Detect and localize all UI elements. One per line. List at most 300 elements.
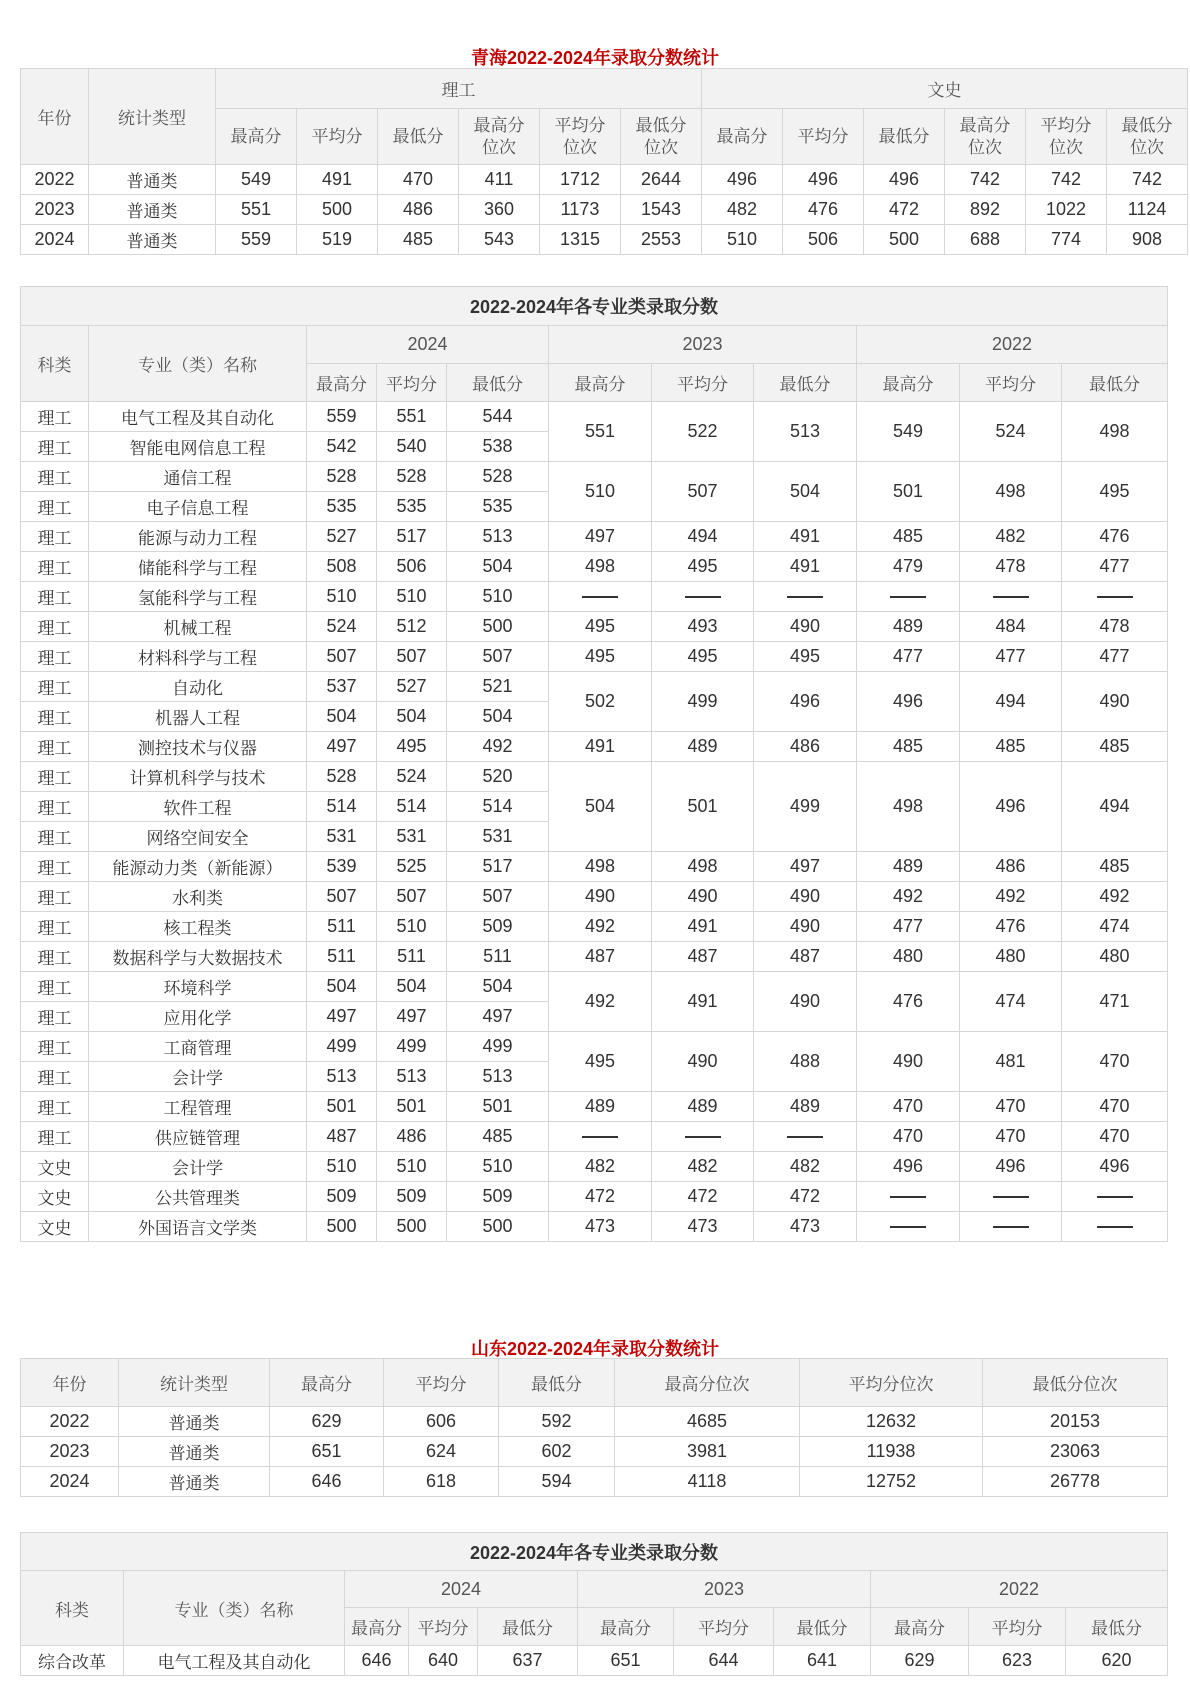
score-cell: 688 (945, 225, 1026, 255)
major-name-cell: 电子信息工程 (89, 492, 307, 522)
score-cell: 510 (702, 225, 783, 255)
score-2024-cell: 507 (447, 642, 549, 672)
score-2024-cell: 544 (447, 402, 549, 432)
sub-header: 最低分 (478, 1608, 578, 1646)
score-2024-cell: 487 (307, 1122, 377, 1152)
score-cell: 640 (409, 1646, 478, 1676)
column-header: 统计类型 (119, 1359, 270, 1407)
score-2022-cell: 470 (960, 1092, 1062, 1122)
sub-header: 平均分 (652, 364, 754, 402)
score-2023-cell: 491 (754, 522, 857, 552)
score-2023-cell: 490 (549, 882, 652, 912)
score-2022-cell: 478 (1062, 612, 1168, 642)
no-data-dash (582, 1136, 618, 1138)
score-cell: 1543 (621, 195, 702, 225)
score-2022-cell: 470 (960, 1122, 1062, 1152)
no-data-dash (1097, 596, 1133, 598)
score-cell: 491 (297, 165, 378, 195)
score-2024-cell: 512 (377, 612, 447, 642)
subject-cell: 理工 (21, 762, 89, 792)
major-name-cell: 应用化学 (89, 1002, 307, 1032)
sub-header: 最低分 (447, 364, 549, 402)
score-cell: 11938 (800, 1437, 983, 1467)
col-year-header: 年份 (21, 69, 89, 165)
score-2022-cell: 470 (857, 1122, 960, 1152)
subject-cell: 理工 (21, 672, 89, 702)
sub-header: 最高分 (549, 364, 652, 402)
score-2024-cell: 501 (307, 1092, 377, 1122)
table-row (21, 1182, 1168, 1212)
major-name-cell: 网络空间安全 (89, 822, 307, 852)
score-cell: 2553 (621, 225, 702, 255)
score-2023-cell: 499 (754, 762, 857, 852)
score-2022-cell: 477 (857, 912, 960, 942)
major-name-cell: 电气工程及其自动化 (124, 1646, 345, 1676)
score-cell: 908 (1107, 225, 1188, 255)
subject-cell: 理工 (21, 432, 89, 462)
sub-header: 最低分 (1066, 1608, 1168, 1646)
score-2023-cell: 487 (652, 942, 754, 972)
score-2024-cell: 528 (307, 462, 377, 492)
major-name-cell: 机器人工程 (89, 702, 307, 732)
score-cell: 496 (702, 165, 783, 195)
subject-cell: 理工 (21, 822, 89, 852)
score-2024-cell: 513 (307, 1062, 377, 1092)
score-2022-cell: 494 (1062, 762, 1168, 852)
year-cell: 2024 (21, 1467, 119, 1497)
no-data-dash (685, 596, 721, 598)
table-row (21, 612, 1168, 642)
score-cell: 506 (783, 225, 864, 255)
score-2023-cell (549, 582, 652, 612)
subject-cell: 理工 (21, 552, 89, 582)
score-2022-cell: 474 (1062, 912, 1168, 942)
score-2022-cell: 476 (960, 912, 1062, 942)
score-cell: 496 (783, 165, 864, 195)
no-data-dash (890, 1196, 926, 1198)
major-name-cell: 机械工程 (89, 612, 307, 642)
sub-header: 平均分位次 (540, 109, 621, 165)
score-2023-cell (549, 1122, 652, 1152)
year-cell: 2023 (21, 195, 89, 225)
subject-cell: 文史 (21, 1152, 89, 1182)
table-row (21, 1152, 1168, 1182)
score-2022-cell: 470 (1062, 1092, 1168, 1122)
score-cell: 624 (384, 1437, 499, 1467)
score-2022-cell: 524 (960, 402, 1062, 462)
group-arts-header: 文史 (702, 69, 1188, 109)
sub-header: 最低分 (774, 1608, 871, 1646)
score-2022-cell: 480 (1062, 942, 1168, 972)
score-cell: 12632 (800, 1407, 983, 1437)
score-cell: 23063 (983, 1437, 1168, 1467)
subject-cell: 理工 (21, 702, 89, 732)
subject-cell: 理工 (21, 522, 89, 552)
score-2024-cell: 513 (447, 522, 549, 552)
score-2022-cell: 477 (1062, 552, 1168, 582)
subject-cell: 理工 (21, 492, 89, 522)
score-cell: 602 (499, 1437, 615, 1467)
sub-header: 最高分 (702, 109, 783, 165)
major-name-cell: 环境科学 (89, 972, 307, 1002)
score-2022-cell: 489 (857, 612, 960, 642)
major-name-cell: 水利类 (89, 882, 307, 912)
score-2024-cell: 511 (377, 942, 447, 972)
score-2024-cell: 542 (307, 432, 377, 462)
score-2024-cell: 531 (307, 822, 377, 852)
sub-header: 最高分 (307, 364, 377, 402)
score-2023-cell: 490 (754, 882, 857, 912)
score-2022-cell: 496 (1062, 1152, 1168, 1182)
major-name-cell: 供应链管理 (89, 1122, 307, 1152)
table-row (21, 1122, 1168, 1152)
major-name-cell: 电气工程及其自动化 (89, 402, 307, 432)
score-2023-cell: 551 (549, 402, 652, 462)
score-2022-cell: 485 (857, 732, 960, 762)
score-2022-cell: 476 (1062, 522, 1168, 552)
score-2024-cell: 559 (307, 402, 377, 432)
subject-cell: 理工 (21, 582, 89, 612)
score-2024-cell: 504 (377, 972, 447, 1002)
score-2023-cell (652, 1122, 754, 1152)
major-name-cell: 能源与动力工程 (89, 522, 307, 552)
score-2022-cell: 470 (857, 1092, 960, 1122)
type-cell: 普通类 (89, 225, 216, 255)
score-cell: 620 (1066, 1646, 1168, 1676)
year-cell: 2024 (21, 225, 89, 255)
score-2022-cell (857, 1182, 960, 1212)
score-2022-cell: 485 (1062, 852, 1168, 882)
score-2024-cell: 486 (377, 1122, 447, 1152)
score-2022-cell (1062, 1212, 1168, 1242)
score-2024-cell: 509 (447, 1182, 549, 1212)
subject-cell: 理工 (21, 882, 89, 912)
type-cell: 普通类 (119, 1407, 270, 1437)
score-2024-cell: 507 (447, 882, 549, 912)
score-2022-cell: 485 (960, 732, 1062, 762)
score-2024-cell: 524 (377, 762, 447, 792)
score-2023-cell: 473 (652, 1212, 754, 1242)
score-2022-cell (857, 1212, 960, 1242)
score-2024-cell: 504 (307, 702, 377, 732)
score-2023-cell: 498 (652, 852, 754, 882)
table-row (21, 462, 1168, 492)
table-row (21, 1646, 1168, 1676)
score-2022-cell: 549 (857, 402, 960, 462)
subject-cell: 综合改革 (21, 1646, 124, 1676)
score-2022-cell: 481 (960, 1032, 1062, 1092)
no-data-dash (890, 1226, 926, 1228)
score-2024-cell: 535 (447, 492, 549, 522)
score-2024-cell: 509 (447, 912, 549, 942)
score-2024-cell: 497 (377, 1002, 447, 1032)
score-2023-cell: 492 (549, 912, 652, 942)
score-cell: 486 (378, 195, 459, 225)
sub-header: 平均分 (960, 364, 1062, 402)
score-2024-cell: 507 (307, 882, 377, 912)
score-cell: 411 (459, 165, 540, 195)
score-2023-cell: 496 (754, 672, 857, 732)
score-2024-cell: 485 (447, 1122, 549, 1152)
no-data-dash (993, 1226, 1029, 1228)
table-row (21, 225, 1188, 255)
score-2022-cell: 471 (1062, 972, 1168, 1032)
major-name-cell: 数据科学与大数据技术 (89, 942, 307, 972)
score-2024-cell: 510 (307, 1152, 377, 1182)
score-2023-cell: 493 (652, 612, 754, 642)
major-name-cell: 计算机科学与技术 (89, 762, 307, 792)
table-row (21, 1032, 1168, 1062)
score-2022-cell: 492 (1062, 882, 1168, 912)
score-2023-cell: 489 (549, 1092, 652, 1122)
subject-cell: 理工 (21, 1122, 89, 1152)
score-cell: 629 (871, 1646, 969, 1676)
major-name-cell: 储能科学与工程 (89, 552, 307, 582)
score-2024-cell: 511 (307, 942, 377, 972)
score-cell: 482 (702, 195, 783, 225)
score-cell: 592 (499, 1407, 615, 1437)
major-name-cell: 测控技术与仪器 (89, 732, 307, 762)
score-cell: 892 (945, 195, 1026, 225)
sub-header: 最低分 (864, 109, 945, 165)
score-2023-cell: 495 (549, 1032, 652, 1092)
sub-header: 最低分 (754, 364, 857, 402)
column-header: 平均分 (384, 1359, 499, 1407)
score-2023-cell: 498 (549, 552, 652, 582)
score-2023-cell: 522 (652, 402, 754, 462)
table-row (21, 582, 1168, 612)
table-row (21, 552, 1168, 582)
major-name-cell: 能源动力类（新能源） (89, 852, 307, 882)
column-header: 平均分位次 (800, 1359, 983, 1407)
table-row (21, 402, 1168, 432)
score-2022-cell: 477 (1062, 642, 1168, 672)
type-cell: 普通类 (119, 1437, 270, 1467)
score-2023-cell: 472 (754, 1182, 857, 1212)
year-cell: 2022 (21, 1407, 119, 1437)
col-subject-header: 科类 (21, 326, 89, 402)
table-row (21, 852, 1168, 882)
major-name-cell: 材料科学与工程 (89, 642, 307, 672)
subject-cell: 理工 (21, 852, 89, 882)
score-cell: 651 (270, 1437, 384, 1467)
score-2023-cell: 495 (549, 642, 652, 672)
score-2024-cell: 527 (377, 672, 447, 702)
score-2024-cell: 551 (377, 402, 447, 432)
score-2023-cell: 489 (754, 1092, 857, 1122)
score-2024-cell: 500 (447, 612, 549, 642)
major-name-cell: 核工程类 (89, 912, 307, 942)
year-cell: 2023 (21, 1437, 119, 1467)
score-2024-cell: 508 (307, 552, 377, 582)
score-2022-cell (857, 582, 960, 612)
score-cell: 742 (1026, 165, 1107, 195)
score-2022-cell: 498 (960, 462, 1062, 522)
score-cell: 606 (384, 1407, 499, 1437)
score-2024-cell: 540 (377, 432, 447, 462)
score-2023-cell: 489 (652, 732, 754, 762)
score-2024-cell: 500 (307, 1212, 377, 1242)
qinghai-summary-title: 青海2022-2024年录取分数统计 (470, 48, 720, 68)
group-science-header: 理工 (216, 69, 702, 109)
sub-header: 最高分 (871, 1608, 969, 1646)
score-2022-cell (1062, 1182, 1168, 1212)
score-2023-cell: 491 (754, 552, 857, 582)
score-2022-cell: 480 (960, 942, 1062, 972)
major-name-cell: 工商管理 (89, 1032, 307, 1062)
score-2023-cell: 497 (549, 522, 652, 552)
score-2024-cell: 510 (377, 912, 447, 942)
score-2024-cell: 510 (377, 1152, 447, 1182)
score-2024-cell: 528 (447, 462, 549, 492)
score-2024-cell: 528 (307, 762, 377, 792)
score-2024-cell: 509 (377, 1182, 447, 1212)
score-cell: 485 (378, 225, 459, 255)
score-2024-cell: 528 (377, 462, 447, 492)
subject-cell: 理工 (21, 1092, 89, 1122)
score-2022-cell (1062, 582, 1168, 612)
major-name-cell: 会计学 (89, 1062, 307, 1092)
score-cell: 4118 (615, 1467, 800, 1497)
score-2022-cell: 478 (960, 552, 1062, 582)
score-2024-cell: 537 (307, 672, 377, 702)
score-2023-cell: 473 (754, 1212, 857, 1242)
subject-cell: 理工 (21, 642, 89, 672)
score-2022-cell: 477 (960, 642, 1062, 672)
score-2024-cell: 504 (377, 702, 447, 732)
score-2022-cell (960, 1182, 1062, 1212)
score-cell: 472 (864, 195, 945, 225)
score-2022-cell: 490 (1062, 672, 1168, 732)
score-2023-cell: 490 (754, 612, 857, 642)
sub-header: 最高分位次 (945, 109, 1026, 165)
score-cell: 641 (774, 1646, 871, 1676)
subject-cell: 理工 (21, 732, 89, 762)
no-data-dash (582, 596, 618, 598)
column-header: 最高分 (270, 1359, 384, 1407)
score-2024-cell: 497 (307, 732, 377, 762)
no-data-dash (1097, 1226, 1133, 1228)
score-2022-cell: 496 (857, 672, 960, 732)
qinghai-summary-table (20, 68, 1188, 255)
score-cell: 742 (945, 165, 1026, 195)
sub-header: 最低分位次 (621, 109, 702, 165)
score-2023-cell: 473 (549, 1212, 652, 1242)
score-2023-cell: 502 (549, 672, 652, 732)
score-2022-cell: 470 (1062, 1122, 1168, 1152)
score-2024-cell: 504 (447, 972, 549, 1002)
score-cell: 500 (864, 225, 945, 255)
score-cell: 519 (297, 225, 378, 255)
score-2023-cell: 495 (754, 642, 857, 672)
score-2023-cell: 510 (549, 462, 652, 522)
type-cell: 普通类 (119, 1467, 270, 1497)
no-data-dash (787, 1136, 823, 1138)
shandong-majors-table (20, 1532, 1168, 1676)
score-2024-cell: 514 (307, 792, 377, 822)
score-2023-cell: 491 (549, 732, 652, 762)
subject-cell: 文史 (21, 1182, 89, 1212)
score-2023-cell: 507 (652, 462, 754, 522)
score-2023-cell (652, 582, 754, 612)
score-cell: 543 (459, 225, 540, 255)
sub-header: 最低分 (1062, 364, 1168, 402)
table-row (21, 1212, 1168, 1242)
score-2024-cell: 527 (307, 522, 377, 552)
score-cell: 1022 (1026, 195, 1107, 225)
score-2024-cell: 510 (447, 1152, 549, 1182)
score-2023-cell: 499 (652, 672, 754, 732)
score-2024-cell: 500 (447, 1212, 549, 1242)
score-2024-cell: 535 (377, 492, 447, 522)
column-header: 最低分 (499, 1359, 615, 1407)
major-name-cell: 公共管理类 (89, 1182, 307, 1212)
year-2024-header: 2024 (345, 1571, 578, 1608)
score-2023-cell (754, 582, 857, 612)
score-2022-cell: 494 (960, 672, 1062, 732)
score-2024-cell: 511 (447, 942, 549, 972)
score-2024-cell: 507 (307, 642, 377, 672)
score-cell: 1315 (540, 225, 621, 255)
subject-cell: 理工 (21, 792, 89, 822)
sub-header: 最高分 (216, 109, 297, 165)
score-2022-cell: 485 (857, 522, 960, 552)
score-2024-cell: 501 (377, 1092, 447, 1122)
score-cell: 1712 (540, 165, 621, 195)
score-cell: 3981 (615, 1437, 800, 1467)
score-2022-cell: 492 (857, 882, 960, 912)
score-2022-cell (960, 582, 1062, 612)
column-header: 年份 (21, 1359, 119, 1407)
score-2023-cell: 495 (549, 612, 652, 642)
sub-header: 最高分 (578, 1608, 674, 1646)
score-2024-cell: 531 (447, 822, 549, 852)
subject-cell: 理工 (21, 912, 89, 942)
score-2024-cell: 517 (447, 852, 549, 882)
score-2024-cell: 497 (307, 1002, 377, 1032)
sub-header: 平均分 (377, 364, 447, 402)
score-cell: 637 (478, 1646, 578, 1676)
score-cell: 476 (783, 195, 864, 225)
score-2024-cell: 525 (377, 852, 447, 882)
no-data-dash (890, 596, 926, 598)
score-cell: 559 (216, 225, 297, 255)
no-data-dash (685, 1136, 721, 1138)
score-2024-cell: 497 (447, 1002, 549, 1032)
score-cell: 12752 (800, 1467, 983, 1497)
column-header: 最低分位次 (983, 1359, 1168, 1407)
score-cell: 644 (674, 1646, 774, 1676)
score-cell: 496 (864, 165, 945, 195)
score-2023-cell: 504 (754, 462, 857, 522)
year-2022-header: 2022 (871, 1571, 1168, 1608)
score-2023-cell: 501 (652, 762, 754, 852)
score-2022-cell: 498 (857, 762, 960, 852)
year-2023-header: 2023 (549, 326, 857, 364)
score-2023-cell: 495 (652, 552, 754, 582)
score-2022-cell: 498 (1062, 402, 1168, 462)
table-row (21, 1467, 1168, 1497)
major-name-cell: 外国语言文学类 (89, 1212, 307, 1242)
score-2023-cell: 482 (652, 1152, 754, 1182)
sub-header: 最高分 (857, 364, 960, 402)
score-2024-cell: 538 (447, 432, 549, 462)
score-2023-cell: 490 (754, 912, 857, 942)
sub-header: 最低分 (378, 109, 459, 165)
score-2022-cell: 486 (960, 852, 1062, 882)
score-2023-cell: 482 (754, 1152, 857, 1182)
score-2023-cell: 498 (549, 852, 652, 882)
